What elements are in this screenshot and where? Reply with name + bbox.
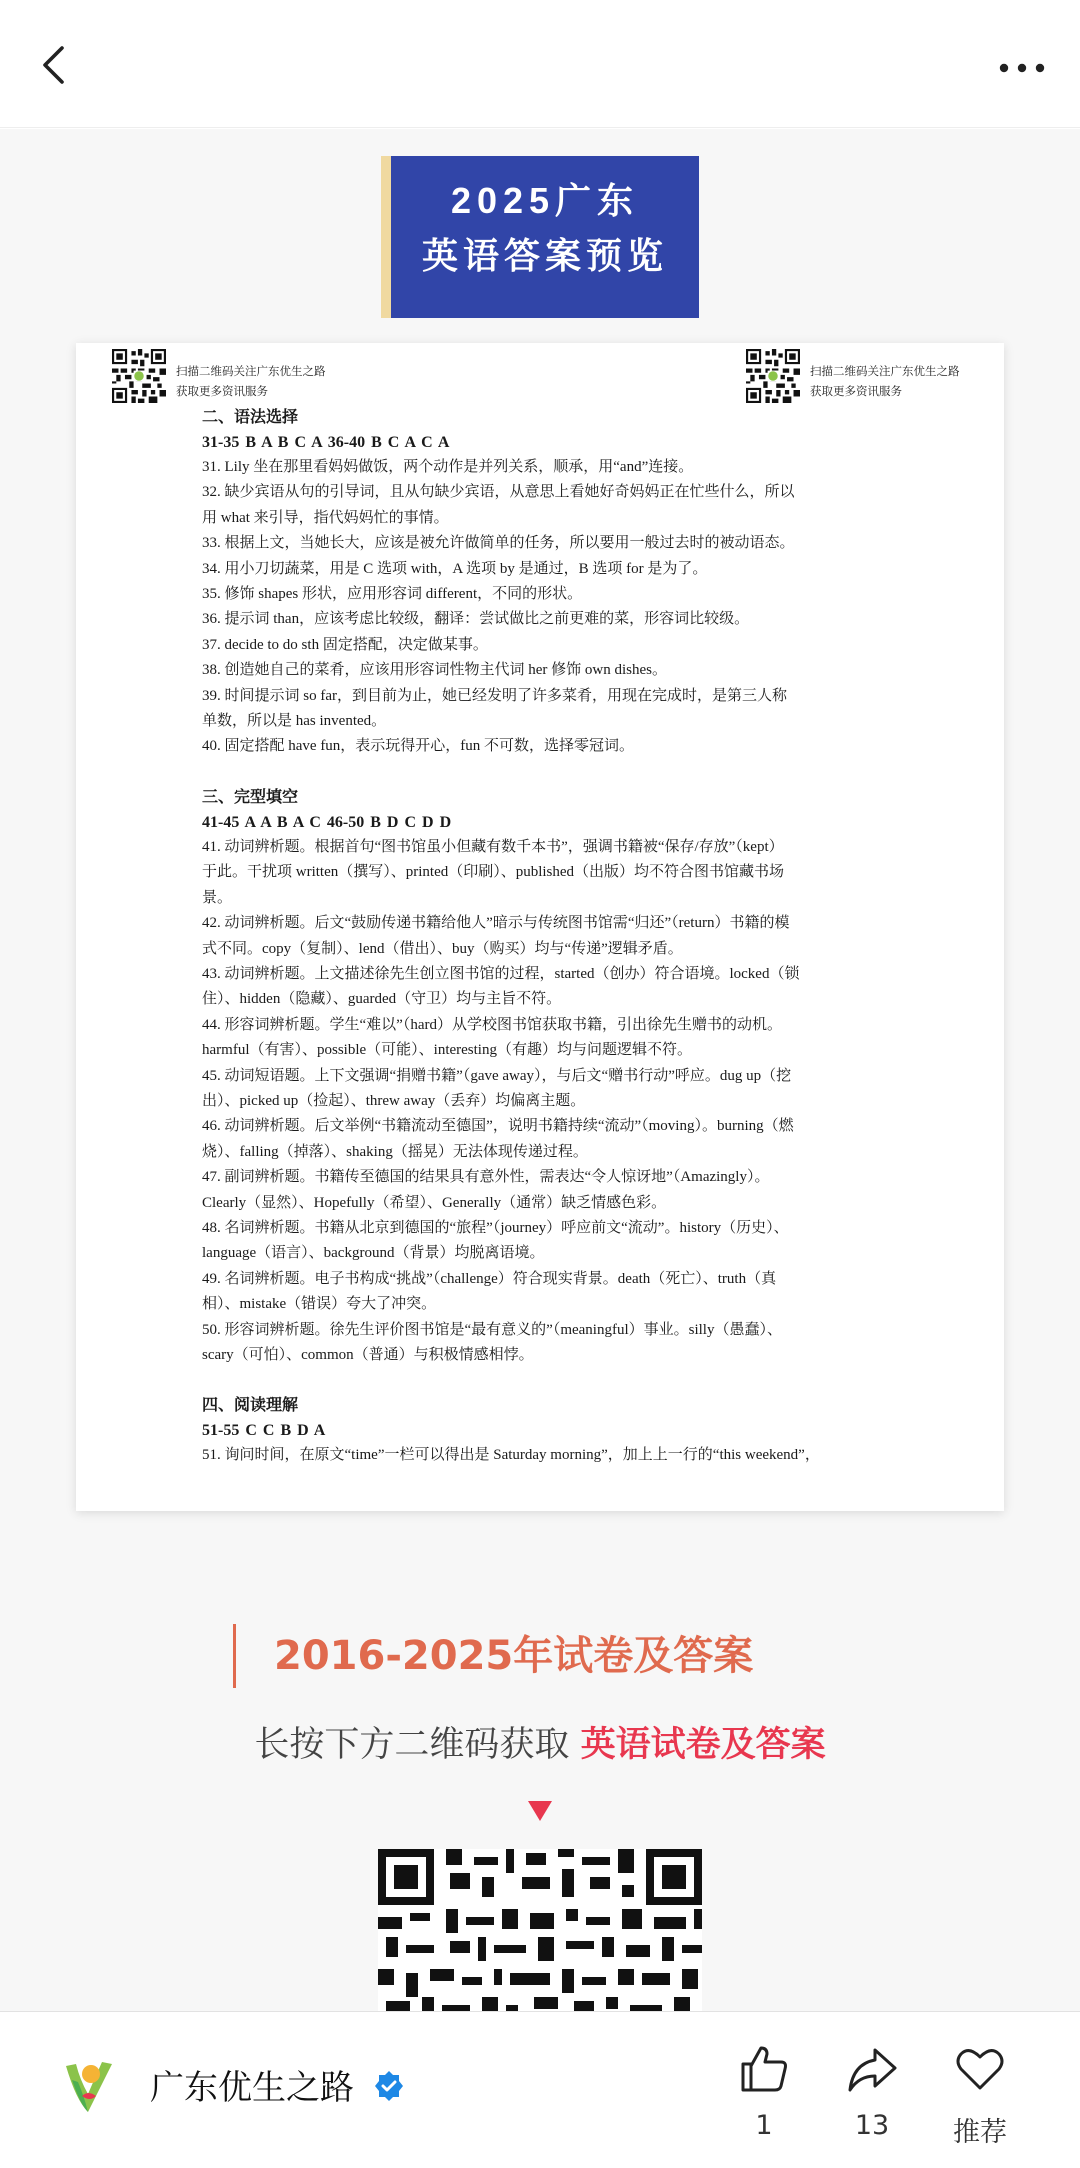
doc-text-line: 住）、hidden（隐藏）、guarded（守卫）均与主旨不符。 bbox=[202, 991, 562, 1008]
doc-text-line: 景。 bbox=[202, 889, 233, 906]
share-button[interactable] bbox=[822, 2042, 922, 2141]
doc-text-line: 单数，所以是 has invented。 bbox=[202, 713, 387, 730]
doc-answer-key: 31-35 B A B C A 36-40 B C A C A bbox=[202, 434, 450, 451]
answer-text-body bbox=[202, 405, 892, 1469]
title-banner bbox=[381, 156, 699, 318]
doc-text-line: 32. 缺少宾语从句的引导词，且从句缺少宾语，从意思上看她好奇妈妈正在忙些什么，所以 bbox=[202, 484, 795, 501]
doc-text-line: 44. 形容词辨析题。学生“难以”（hard）从学校图书馆获取书籍，引出徐先生赠书的动机。 bbox=[202, 1016, 782, 1033]
doc-section-heading: 二、语法选择 bbox=[202, 409, 299, 426]
watermark-left bbox=[112, 349, 326, 403]
section-title: 2016-2025年试卷及答案 bbox=[233, 1624, 753, 1688]
doc-text-line: 39. 时间提示词 so far，到目前为止，她已经发明了许多菜肴，用现在完成时，是第三人称 bbox=[202, 687, 787, 704]
down-triangle-icon bbox=[528, 1801, 552, 1821]
doc-answer-key: 41-45 A A B A C 46-50 B D C D D bbox=[202, 813, 452, 831]
cta-text bbox=[0, 1717, 1080, 1767]
doc-text-line: 相）、mistake（错误）夸大了冲突。 bbox=[202, 1296, 437, 1313]
doc-text-line: 45. 动词短语题。上下文强调“捐赠书籍”（gave away），与后文“赠书行动”呼应。dug up（挖 bbox=[202, 1067, 792, 1084]
doc-text-line: harmful（有害）、possible（可能）、interesting（有趣）均与问题逻辑不符。 bbox=[202, 1042, 692, 1059]
watermark-line-2: 获取更多资讯服务 bbox=[176, 384, 268, 398]
doc-section-heading: 三、完型填空 bbox=[202, 788, 299, 806]
doc-text-line: 42. 动词辨析题。后文“鼓励传递书籍给他人”暗示与传统图书馆需“归还”（return）书籍的模 bbox=[202, 915, 790, 932]
doc-section-heading: 四、阅读理解 bbox=[202, 1397, 299, 1415]
account-avatar-logo-icon[interactable] bbox=[58, 2056, 120, 2118]
qr-code-small-icon bbox=[112, 349, 166, 403]
doc-answer-key: 51-55 C C B D A bbox=[202, 1422, 326, 1440]
like-count: 1 bbox=[755, 2110, 773, 2141]
banner-line-2: 英语答案预览 bbox=[421, 236, 668, 277]
doc-text-line: 49. 名词辨析题。电子书构成“挑战”（challenge）符合现实背景。death（死亡）、truth（真 bbox=[202, 1270, 777, 1287]
doc-text-line: 50. 形容词辨析题。徐先生评价图书馆是“最有意义的”（meaningful）事业。silly（愚蠢）、 bbox=[202, 1321, 782, 1338]
more-options-button[interactable] bbox=[996, 48, 1048, 88]
doc-text-line: 于此。干扰项 written（撰写）、printed（印刷）、published（出版）均不符合图书馆藏书场 bbox=[202, 864, 785, 881]
watermark-line-1: 扫描二维码关注广东优生之路 bbox=[176, 364, 326, 378]
doc-text-line: 36. 提示词 than，应该考虑比较级，翻译：尝试做比之前更难的菜，形容词比较级。 bbox=[202, 611, 750, 628]
cta-prefix: 长按下方二维码获取 bbox=[254, 1725, 581, 1765]
doc-text-line: Clearly（显然）、Hopefully（希望）、Generally（通常）缺乏情感色彩。 bbox=[202, 1194, 667, 1211]
share-count: 13 bbox=[854, 2110, 890, 2141]
cta-highlight: 英语试卷及答案 bbox=[580, 1725, 826, 1765]
doc-text-line: 51. 询问时间，在原文“time”一栏可以得出是 Saturday morning”，加上上一行的“this weekend”， bbox=[202, 1447, 820, 1464]
recommend-label: 推荐 bbox=[953, 2117, 1007, 2148]
qr-code-small-icon bbox=[746, 349, 800, 403]
verified-badge-icon bbox=[373, 2070, 405, 2102]
doc-text-line: 式不同。copy（复制）、lend（借出）、buy（购买）均与“传递”逻辑矛盾。 bbox=[202, 940, 683, 957]
doc-text-line: 43. 动词辨析题。上文描述徐先生创立图书馆的过程，started（创办）符合语境。locked（锁 bbox=[202, 965, 800, 982]
watermark-text bbox=[810, 361, 960, 401]
watermark-line-2: 获取更多资讯服务 bbox=[810, 384, 902, 398]
top-nav-bar bbox=[0, 0, 1080, 128]
doc-text-line: 37. decide to do sth 固定搭配，决定做某事。 bbox=[202, 636, 488, 653]
bottom-action-bar bbox=[0, 2011, 1080, 2168]
doc-text-line: scary（可怕）、common（普通）与积极情感相悖。 bbox=[202, 1347, 534, 1363]
answer-document-image[interactable] bbox=[76, 343, 1004, 1511]
doc-spacer bbox=[202, 1368, 892, 1393]
thumbs-up-icon bbox=[737, 2042, 791, 2096]
chevron-left-icon bbox=[30, 40, 80, 90]
doc-text-line: 48. 名词辨析题。书籍从北京到德国的“旅程”（journey）呼应前文“流动”。history（历史）、 bbox=[202, 1219, 789, 1236]
account-name[interactable]: 广东优生之路 bbox=[150, 2068, 354, 2108]
watermark-text bbox=[176, 361, 326, 401]
recommend-button[interactable] bbox=[930, 2042, 1030, 2149]
heart-icon bbox=[953, 2042, 1007, 2096]
doc-text-line: 47. 副词辨析题。书籍传至德国的结果具有意外性，需表达“令人惊讶地”（Amazingly）。 bbox=[202, 1169, 770, 1186]
doc-text-line: 35. 修饰 shapes 形状，应用形容词 different，不同的形状。 bbox=[202, 586, 583, 603]
watermark-line-1: 扫描二维码关注广东优生之路 bbox=[810, 364, 960, 378]
doc-text-line: 出）、picked up（捡起）、threw away（丢弃）均偏离主题。 bbox=[202, 1092, 586, 1109]
doc-text-line: 34. 用小刀切蔬菜，用是 C 选项 with，A 选项 by 是通过，B 选项 for 是为了。 bbox=[202, 560, 708, 577]
doc-text-line: 31. Lily 坐在那里看妈妈做饭，两个动作是并列关系，顺承，用“and”连接。 bbox=[202, 459, 694, 475]
doc-text-line: language（语言）、background（背景）均脱离语境。 bbox=[202, 1245, 545, 1262]
share-arrow-icon bbox=[845, 2042, 899, 2096]
banner-line-1: 2025广东 bbox=[450, 180, 640, 221]
doc-text-line: 用 what 来引导，指代妈妈忙的事情。 bbox=[202, 509, 449, 526]
doc-text-line: 40. 固定搭配 have fun，表示玩得开心，fun 不可数，选择零冠词。 bbox=[202, 738, 635, 755]
watermark-right bbox=[746, 349, 960, 403]
back-button[interactable] bbox=[30, 40, 80, 90]
doc-text-line: 46. 动词辨析题。后文举例“书籍流动至德国”，说明书籍持续“流动”（moving）。burning（燃 bbox=[202, 1118, 794, 1135]
qr-code-icon[interactable] bbox=[378, 1849, 702, 2011]
doc-spacer bbox=[202, 760, 892, 785]
like-button[interactable] bbox=[714, 2042, 814, 2141]
article-content[interactable] bbox=[0, 129, 1080, 2011]
doc-text-line: 33. 根据上文，当她长大，应该是被允许做简单的任务，所以要用一般过去时的被动语态。 bbox=[202, 535, 795, 552]
doc-text-line: 38. 创造她自己的菜肴，应该用形容词性物主代词 her 修饰 own dishes。 bbox=[202, 662, 667, 679]
doc-text-line: 烧）、falling（掉落）、shaking（摇晃）无法体现传递过程。 bbox=[202, 1143, 588, 1160]
doc-text-line: 41. 动词辨析题。根据首句“图书馆虽小但藏有数千本书”，强调书籍被“保存/存放”（kept） bbox=[202, 838, 784, 855]
more-dots-icon bbox=[996, 48, 1048, 88]
